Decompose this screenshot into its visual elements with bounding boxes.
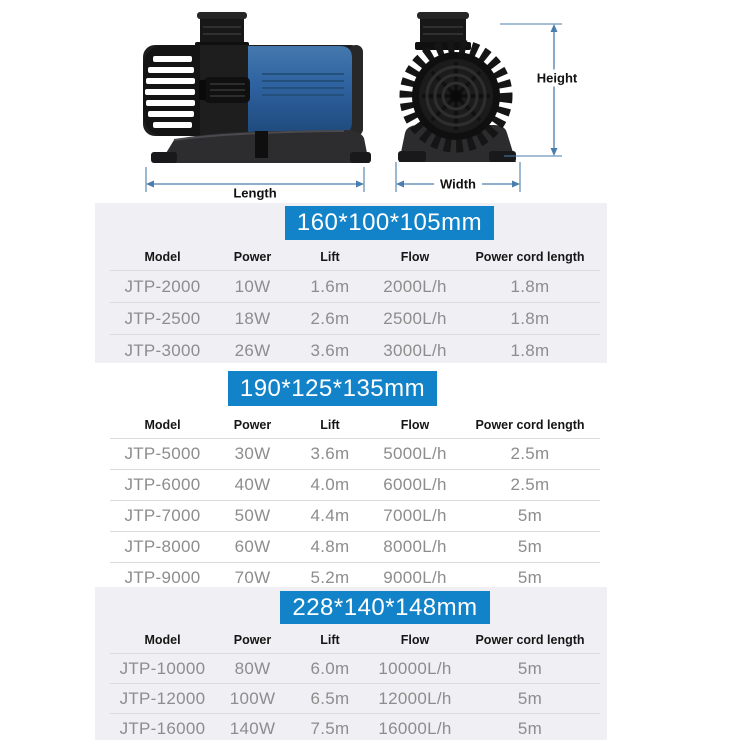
column-header: Model <box>144 418 181 432</box>
table-cell: JTP-5000 <box>124 444 201 463</box>
table-header-row <box>110 627 600 653</box>
table-body <box>110 270 600 366</box>
table-cell: 5.2m <box>310 568 350 587</box>
size-banner: 228*140*148mm <box>280 591 490 624</box>
spec-table <box>110 627 600 743</box>
table-header-row <box>110 412 600 438</box>
table-cell: 5m <box>517 688 543 708</box>
table-cell: 2.6m <box>310 308 350 328</box>
table-cell: 80W <box>234 658 271 678</box>
column-header: Lift <box>320 418 340 432</box>
column-header: Flow <box>400 633 430 647</box>
column-header: Lift <box>320 250 340 264</box>
size-banner: 190*125*135mm <box>228 371 437 406</box>
table-cell: 16000L/h <box>378 718 452 738</box>
table-row <box>110 683 600 713</box>
spec-section-small <box>95 203 607 363</box>
table-row <box>110 500 600 531</box>
table-cell: 2000L/h <box>383 276 447 296</box>
table-cell: 26W <box>234 340 271 360</box>
column-header: Flow <box>400 250 430 264</box>
column-header: Lift <box>320 633 340 647</box>
column-header: Power <box>233 250 272 264</box>
table-cell: 7.5m <box>310 718 350 738</box>
table-cell: 5m <box>517 568 543 587</box>
length-dimension-label: Length <box>233 185 277 201</box>
table-row <box>110 653 600 683</box>
table-cell: JTP-8000 <box>124 537 201 556</box>
table-cell: 4.8m <box>310 537 350 556</box>
pump-illustration <box>0 0 750 200</box>
table-cell: JTP-2500 <box>124 308 201 328</box>
size-banner: 160*100*105mm <box>285 206 494 240</box>
table-cell: 5000L/h <box>383 444 447 463</box>
table-cell: 1.8m <box>510 308 550 328</box>
table-cell: 7000L/h <box>383 506 447 525</box>
table-cell: 6000L/h <box>383 475 447 494</box>
table-cell: 5m <box>517 658 543 678</box>
table-body <box>110 438 600 594</box>
table-cell: JTP-16000 <box>119 718 206 738</box>
table-cell: 30W <box>234 444 271 463</box>
table-cell: 4.0m <box>310 475 350 494</box>
table-cell: 6.0m <box>310 658 350 678</box>
table-cell: JTP-7000 <box>124 506 201 525</box>
table-cell: 4.4m <box>310 506 350 525</box>
table-row <box>110 334 600 366</box>
table-header-row <box>110 244 600 270</box>
table-cell: 2.5m <box>510 444 550 463</box>
table-cell: 5m <box>517 506 543 525</box>
table-cell: JTP-10000 <box>119 658 206 678</box>
table-cell: 50W <box>234 506 271 525</box>
table-cell: 12000L/h <box>378 688 452 708</box>
table-cell: 9000L/h <box>383 568 447 587</box>
column-header: Power cord length <box>475 418 585 432</box>
table-cell: 100W <box>229 688 276 708</box>
table-cell: JTP-6000 <box>124 475 201 494</box>
spec-section-medium <box>95 368 607 587</box>
table-cell: 18W <box>234 308 271 328</box>
table-cell: 2.5m <box>510 475 550 494</box>
table-cell: 1.6m <box>310 276 350 296</box>
spec-table <box>110 412 600 594</box>
table-cell: JTP-2000 <box>124 276 201 296</box>
table-cell: 1.8m <box>510 340 550 360</box>
table-cell: 10000L/h <box>378 658 452 678</box>
table-cell: 40W <box>234 475 271 494</box>
column-header: Power cord length <box>475 250 585 264</box>
pump-front-view <box>398 12 516 162</box>
table-row <box>110 438 600 469</box>
table-cell: 60W <box>234 537 271 556</box>
table-cell: 70W <box>234 568 271 587</box>
column-header: Model <box>144 633 181 647</box>
table-cell: 2500L/h <box>383 308 447 328</box>
table-row <box>110 469 600 500</box>
table-cell: JTP-3000 <box>124 340 201 360</box>
pump-side-view <box>143 12 371 163</box>
table-cell: 5m <box>517 537 543 556</box>
spec-table <box>110 244 600 366</box>
width-dimension-label: Width <box>434 176 482 193</box>
table-cell: 1.8m <box>510 276 550 296</box>
table-cell: 5m <box>517 718 543 738</box>
spec-section-large <box>95 587 607 740</box>
table-cell: JTP-12000 <box>119 688 206 708</box>
table-cell: JTP-9000 <box>124 568 201 587</box>
table-body <box>110 653 600 743</box>
table-row <box>110 270 600 302</box>
table-cell: 8000L/h <box>383 537 447 556</box>
product-figure <box>0 0 750 200</box>
table-row <box>110 302 600 334</box>
table-row <box>110 531 600 562</box>
table-cell: 10W <box>234 276 271 296</box>
column-header: Power <box>233 633 272 647</box>
column-header: Power <box>233 418 272 432</box>
table-cell: 3000L/h <box>383 340 447 360</box>
table-cell: 140W <box>229 718 276 738</box>
height-dimension-label: Height <box>531 70 583 87</box>
table-cell: 6.5m <box>310 688 350 708</box>
column-header: Flow <box>400 418 430 432</box>
column-header: Model <box>144 250 181 264</box>
table-row <box>110 713 600 743</box>
column-header: Power cord length <box>475 633 585 647</box>
table-cell: 3.6m <box>310 340 350 360</box>
table-cell: 3.6m <box>310 444 350 463</box>
